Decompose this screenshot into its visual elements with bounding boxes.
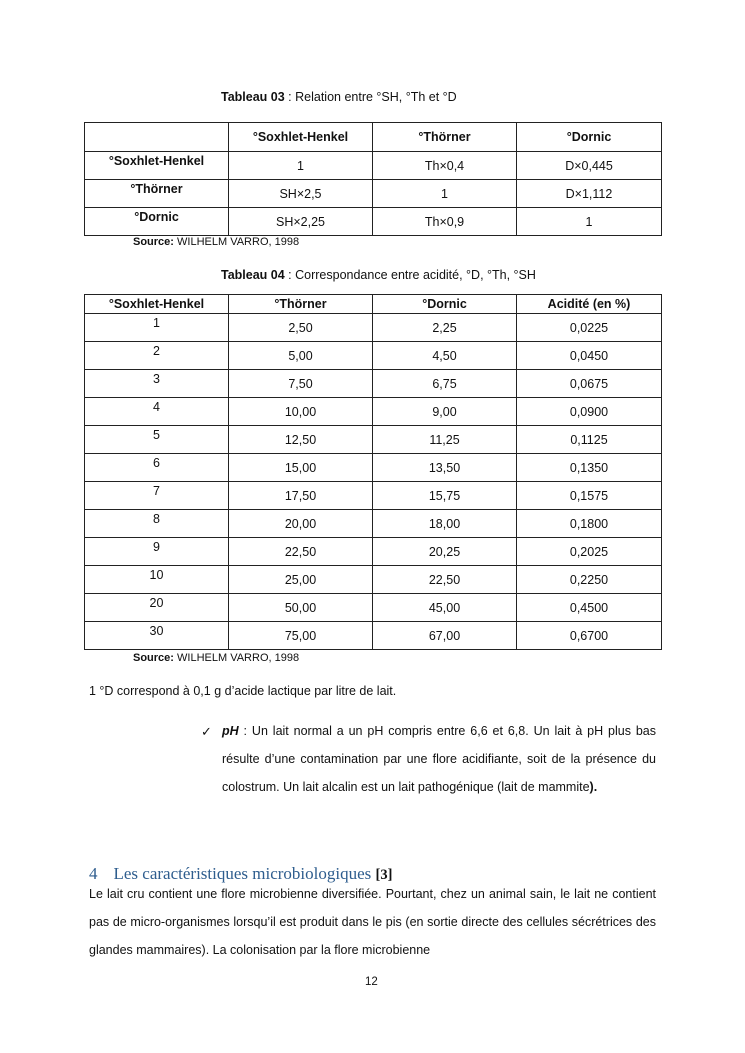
table-cell: 15,75 bbox=[373, 482, 517, 510]
table-cell: 3 bbox=[85, 370, 229, 398]
table03-caption-label: Tableau 03 bbox=[221, 90, 285, 104]
table03-row-label: °Thörner bbox=[85, 180, 229, 208]
table-cell: 0,0450 bbox=[517, 342, 662, 370]
table-cell: 8 bbox=[85, 510, 229, 538]
table-cell: 22,50 bbox=[373, 566, 517, 594]
table-cell: 30 bbox=[85, 622, 229, 650]
table-cell: 0,0900 bbox=[517, 398, 662, 426]
table-cell: 17,50 bbox=[229, 482, 373, 510]
table-cell: D×0,445 bbox=[517, 152, 662, 180]
table-cell: 0,2025 bbox=[517, 538, 662, 566]
table-cell: 0,4500 bbox=[517, 594, 662, 622]
table-cell: D×1,112 bbox=[517, 180, 662, 208]
table-cell: 1 bbox=[229, 152, 373, 180]
table-cell: 7,50 bbox=[229, 370, 373, 398]
table-cell: 13,50 bbox=[373, 454, 517, 482]
table04-header-cell: °Dornic bbox=[373, 295, 517, 314]
table03-source-text: WILHELM VARRO, 1998 bbox=[173, 236, 300, 248]
table-cell: Th×0,4 bbox=[373, 152, 517, 180]
table-cell: 7 bbox=[85, 482, 229, 510]
table-cell: SH×2,25 bbox=[229, 208, 373, 236]
table-cell: 0,1800 bbox=[517, 510, 662, 538]
table03 bbox=[84, 122, 662, 236]
table-cell: 1 bbox=[373, 180, 517, 208]
table-cell: 45,00 bbox=[373, 594, 517, 622]
table-cell: 20,25 bbox=[373, 538, 517, 566]
table-row bbox=[85, 370, 662, 398]
acidity-note: 1 °D correspond à 0,1 g d’acide lactique par litre de lait. bbox=[89, 684, 397, 698]
table03-header-cell: °Thörner bbox=[373, 123, 517, 152]
table04-caption-text: : Correspondance entre acidité, °D, °Th, °SH bbox=[284, 268, 536, 282]
table-cell: 2 bbox=[85, 342, 229, 370]
table-cell: 15,00 bbox=[229, 454, 373, 482]
table-cell: 12,50 bbox=[229, 426, 373, 454]
table-row bbox=[85, 398, 662, 426]
table04-source bbox=[133, 652, 299, 664]
table04-caption bbox=[221, 268, 536, 282]
table-cell: 20 bbox=[85, 594, 229, 622]
table-cell: 0,1125 bbox=[517, 426, 662, 454]
table-cell: 75,00 bbox=[229, 622, 373, 650]
table-row bbox=[85, 482, 662, 510]
table-cell: 67,00 bbox=[373, 622, 517, 650]
section-number: 4 bbox=[89, 864, 98, 883]
table-cell: 20,00 bbox=[229, 510, 373, 538]
checkmark-icon: ✓ bbox=[201, 724, 212, 739]
table-cell: 0,0225 bbox=[517, 314, 662, 342]
table-cell: SH×2,5 bbox=[229, 180, 373, 208]
ph-bullet-paragraph bbox=[222, 717, 656, 801]
table03-source bbox=[133, 236, 299, 248]
table04-source-text: WILHELM VARRO, 1998 bbox=[173, 652, 300, 664]
table-cell: 4 bbox=[85, 398, 229, 426]
table-row bbox=[85, 538, 662, 566]
table-cell: 2,25 bbox=[373, 314, 517, 342]
table03-row-label: °Soxhlet-Henkel bbox=[85, 152, 229, 180]
table-cell: 50,00 bbox=[229, 594, 373, 622]
table04-header-cell: Acidité (en %) bbox=[517, 295, 662, 314]
table-cell: 6,75 bbox=[373, 370, 517, 398]
table-cell: 10,00 bbox=[229, 398, 373, 426]
table03-caption-text: : Relation entre °SH, °Th et °D bbox=[284, 90, 457, 104]
table03-header-cell: °Soxhlet-Henkel bbox=[229, 123, 373, 152]
table03-header-cell: °Dornic bbox=[517, 123, 662, 152]
table04 bbox=[84, 294, 662, 650]
table-row bbox=[85, 566, 662, 594]
table-cell: 5,00 bbox=[229, 342, 373, 370]
table03-header-row bbox=[85, 123, 662, 152]
ph-term: pH bbox=[222, 724, 239, 738]
table-row bbox=[85, 314, 662, 342]
table-cell: 18,00 bbox=[373, 510, 517, 538]
table-cell: 1 bbox=[85, 314, 229, 342]
table04-header-row bbox=[85, 295, 662, 314]
table-row bbox=[85, 180, 662, 208]
table-cell: 11,25 bbox=[373, 426, 517, 454]
table-cell: 0,1575 bbox=[517, 482, 662, 510]
ph-bullet-end: ). bbox=[589, 780, 598, 794]
table-row bbox=[85, 152, 662, 180]
table-row bbox=[85, 454, 662, 482]
table-cell: 0,6700 bbox=[517, 622, 662, 650]
table-row bbox=[85, 622, 662, 650]
table-cell: 6 bbox=[85, 454, 229, 482]
table-cell: Th×0,9 bbox=[373, 208, 517, 236]
body-paragraph: Le lait cru contient une flore microbienne diversifiée. Pourtant, chez un animal sain, le lait ne contient pas de micro-organismes lorsqu’il est produit dans le pis (en sortie directe des cellules sécrétrices des glandes mammaires). La colonisation par la flore microbienne bbox=[89, 887, 656, 957]
table04-caption-label: Tableau 04 bbox=[221, 268, 285, 282]
table-cell: 0,2250 bbox=[517, 566, 662, 594]
table-cell: 4,50 bbox=[373, 342, 517, 370]
table-cell: 2,50 bbox=[229, 314, 373, 342]
section-title: Les caractéristiques microbiologiques bbox=[113, 864, 372, 883]
table-cell: 25,00 bbox=[229, 566, 373, 594]
table04-source-label: Source: bbox=[133, 652, 174, 664]
table-cell: 1 bbox=[517, 208, 662, 236]
table-cell: 5 bbox=[85, 426, 229, 454]
table-row bbox=[85, 208, 662, 236]
table03-caption bbox=[221, 90, 457, 104]
table-row bbox=[85, 510, 662, 538]
table-cell: 9 bbox=[85, 538, 229, 566]
table-row bbox=[85, 342, 662, 370]
table-row bbox=[85, 594, 662, 622]
table03-source-label: Source: bbox=[133, 236, 174, 248]
table-cell: 10 bbox=[85, 566, 229, 594]
table-cell: 0,0675 bbox=[517, 370, 662, 398]
page-number: 12 bbox=[365, 976, 378, 988]
table-cell: 9,00 bbox=[373, 398, 517, 426]
table-cell: 0,1350 bbox=[517, 454, 662, 482]
table03-row-label: °Dornic bbox=[85, 208, 229, 236]
table04-header-cell: °Thörner bbox=[229, 295, 373, 314]
table-cell: 22,50 bbox=[229, 538, 373, 566]
section-ref: [3] bbox=[375, 867, 393, 883]
table03-header-cell bbox=[85, 123, 229, 152]
table-row bbox=[85, 426, 662, 454]
ph-bullet-text: : Un lait normal a un pH compris entre 6,6 et 6,8. Un lait à pH plus bas résulte d’une contamination par une flore acidifiante, soit de la présence du colostrum. Un lait alcalin est un lait pathogénique (lait de mammite bbox=[222, 724, 656, 794]
table04-header-cell: °Soxhlet-Henkel bbox=[85, 295, 229, 314]
